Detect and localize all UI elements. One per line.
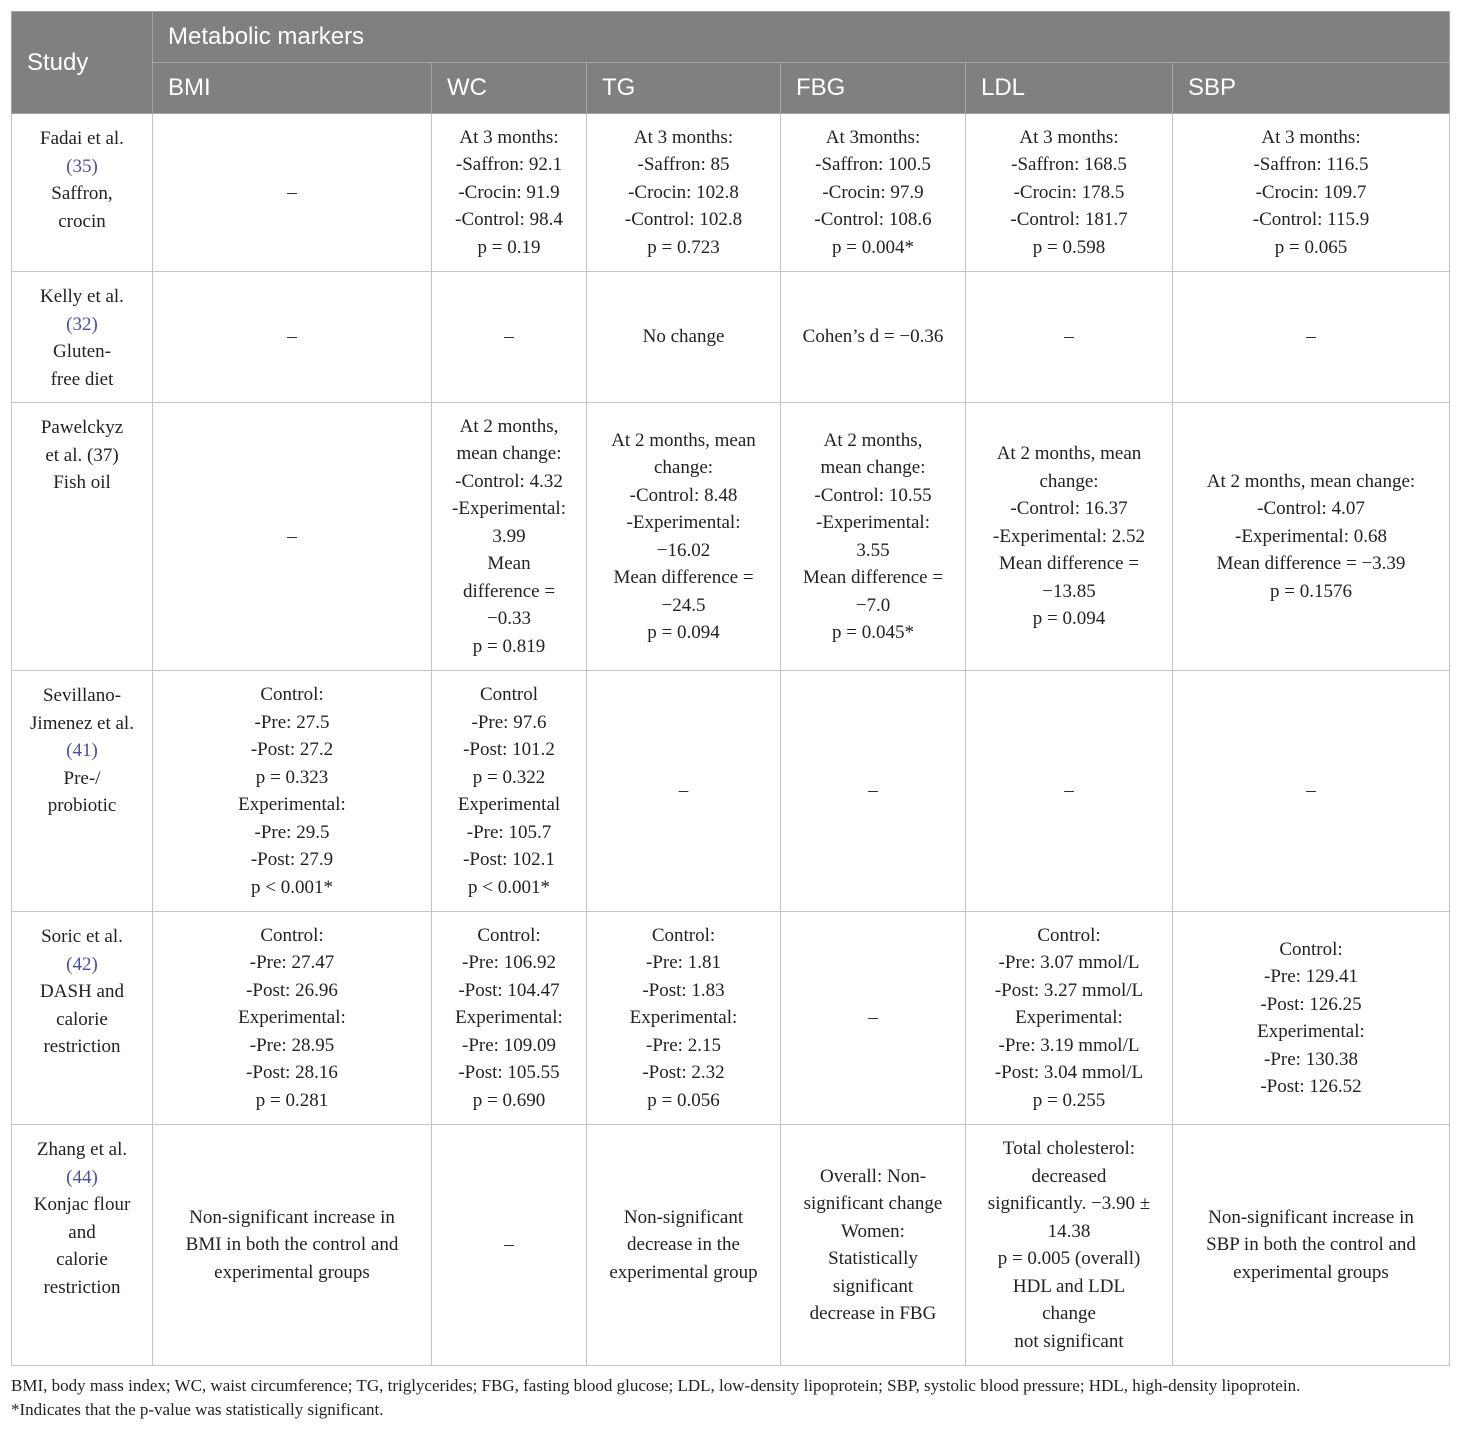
cell-line: -Crocin: 102.8 bbox=[628, 181, 739, 203]
study-line: DASH and bbox=[40, 981, 124, 1002]
study-line: calorie bbox=[56, 1008, 108, 1030]
table-row bbox=[12, 671, 1450, 912]
cell-line: – bbox=[868, 1007, 878, 1029]
bmi-cell bbox=[153, 1125, 432, 1366]
study-line: crocin bbox=[58, 210, 106, 232]
cell-line: – bbox=[1064, 326, 1074, 348]
cell-line: Statistically bbox=[828, 1248, 918, 1269]
header-row-group bbox=[12, 12, 1450, 63]
cell-line: p = 0.322 bbox=[472, 766, 546, 788]
ldl-cell bbox=[966, 912, 1173, 1125]
tg-cell bbox=[587, 1125, 781, 1366]
sbp-cell bbox=[1173, 114, 1450, 272]
cell-line: significantly. −3.90 ± bbox=[987, 1193, 1151, 1214]
cell-line: Overall: Non- bbox=[819, 1165, 927, 1187]
tg-cell bbox=[587, 403, 781, 671]
cell-line: -Experimental: bbox=[626, 512, 741, 533]
sbp-cell bbox=[1173, 1125, 1450, 1366]
study-line: Gluten- bbox=[52, 341, 112, 362]
cell-line: -Experimental: bbox=[816, 512, 930, 533]
cell-line: Mean difference = bbox=[613, 567, 754, 588]
study-line: Fish oil bbox=[53, 472, 111, 493]
cell-line: -Control: 181.7 bbox=[1010, 209, 1128, 231]
cell-line: -Pre: 97.6 bbox=[471, 711, 547, 733]
study-line: Kelly et al. bbox=[40, 286, 124, 307]
fbg-cell bbox=[781, 114, 966, 272]
cell-line: significant change bbox=[803, 1193, 943, 1214]
wc-cell bbox=[432, 272, 587, 403]
study-line: Jimenez et al. bbox=[30, 712, 134, 734]
bmi-cell bbox=[153, 272, 432, 403]
cell-line: -Pre: 105.7 bbox=[466, 821, 552, 843]
cell-line: -Saffron: 92.1 bbox=[455, 154, 563, 176]
cell-line: Non-significant increase in bbox=[189, 1206, 395, 1228]
bmi-cell bbox=[153, 671, 432, 912]
cell-line: Mean bbox=[487, 553, 531, 575]
bmi-cell bbox=[153, 403, 432, 671]
cell-line: -Post: 101.2 bbox=[463, 739, 555, 760]
cell-line: Cohen’s d = −0.36 bbox=[802, 326, 944, 348]
cell-line: Control: bbox=[260, 924, 324, 946]
study-cell bbox=[12, 671, 153, 912]
cell-line: p = 0.255 bbox=[1032, 1089, 1106, 1111]
cell-line: -Post: 126.52 bbox=[1260, 1076, 1362, 1097]
study-line: Fadai et al. bbox=[40, 128, 124, 149]
study-line: (32) bbox=[66, 313, 98, 335]
cell-line: – bbox=[287, 181, 297, 203]
cell-line: -Post: 1.83 bbox=[642, 979, 725, 1001]
cell-line: p = 0.723 bbox=[647, 236, 720, 258]
cell-line: difference = bbox=[462, 580, 556, 602]
study-line: (35) bbox=[66, 155, 98, 177]
header-study: Study bbox=[12, 12, 153, 114]
wc-cell bbox=[432, 671, 587, 912]
cell-line: -Control: 115.9 bbox=[1252, 209, 1370, 231]
cell-line: p = 0.004* bbox=[832, 236, 914, 258]
cell-line: -Pre: 109.09 bbox=[462, 1034, 556, 1056]
ldl-cell bbox=[966, 272, 1173, 403]
header-wc: WC bbox=[432, 63, 587, 114]
study-cell bbox=[12, 272, 153, 403]
cell-line: -Pre: 28.95 bbox=[249, 1034, 335, 1056]
table-row bbox=[12, 403, 1450, 671]
study-line: and bbox=[68, 1221, 96, 1243]
cell-line: Experimental: bbox=[238, 794, 346, 815]
study-line: Soric et al. bbox=[41, 926, 123, 947]
cell-line: p = 0.045* bbox=[832, 622, 914, 643]
cell-line: -Post: 27.9 bbox=[250, 849, 334, 870]
cell-line: – bbox=[1306, 326, 1316, 348]
cell-line: p = 0.056 bbox=[647, 1089, 720, 1111]
study-line: (44) bbox=[66, 1166, 98, 1188]
cell-line: p = 0.819 bbox=[472, 635, 546, 657]
cell-line: -Experimental: 2.52 bbox=[993, 525, 1145, 547]
cell-line: At 3 months: bbox=[1019, 126, 1119, 148]
cell-line: Control: bbox=[651, 924, 716, 946]
cell-line: -Pre: 29.5 bbox=[254, 821, 330, 843]
study-line: probiotic bbox=[47, 795, 117, 816]
cell-line: Experimental: bbox=[455, 1007, 563, 1029]
cell-line: – bbox=[287, 326, 297, 348]
cell-line: p = 0.065 bbox=[1274, 236, 1348, 258]
cell-line: p = 0.1576 bbox=[1270, 580, 1352, 602]
cell-line: Control: bbox=[1279, 938, 1343, 960]
cell-line: −24.5 bbox=[661, 594, 706, 616]
study-line: Pre-/ bbox=[63, 767, 101, 789]
cell-line: -Pre: 2.15 bbox=[646, 1034, 721, 1056]
cell-line: decrease in the bbox=[627, 1234, 740, 1256]
cell-line: 3.99 bbox=[492, 525, 526, 547]
cell-line: -Post: 105.55 bbox=[458, 1062, 560, 1084]
cell-line: At 2 months, mean bbox=[611, 429, 756, 451]
cell-line: Control: bbox=[260, 684, 324, 705]
cell-line: Experimental bbox=[457, 794, 561, 815]
sbp-cell bbox=[1173, 403, 1450, 671]
bmi-cell bbox=[153, 912, 432, 1125]
cell-line: -Experimental: bbox=[452, 498, 566, 520]
cell-line: -Post: 104.47 bbox=[458, 979, 560, 1001]
study-cell bbox=[12, 403, 153, 671]
cell-line: Non-significant bbox=[623, 1206, 744, 1228]
cell-line: 3.55 bbox=[856, 539, 890, 561]
cell-line: BMI in both the control and bbox=[185, 1234, 399, 1256]
header-fbg: FBG bbox=[781, 63, 966, 114]
cell-line: -Control: 98.4 bbox=[455, 209, 563, 231]
cell-line: -Pre: 130.38 bbox=[1264, 1048, 1358, 1070]
cell-line: -Saffron: 85 bbox=[637, 154, 730, 176]
cell-line: At 2 months, mean change: bbox=[1206, 470, 1416, 492]
cell-line: change: bbox=[653, 457, 714, 478]
cell-line: p = 0.005 (overall) bbox=[997, 1248, 1141, 1269]
cell-line: -Saffron: 168.5 bbox=[1011, 154, 1127, 176]
cell-line: SBP in both the control and bbox=[1206, 1234, 1416, 1256]
cell-line: -Control: 102.8 bbox=[624, 209, 743, 231]
cell-line: HDL and LDL bbox=[1012, 1275, 1126, 1297]
cell-line: -Saffron: 100.5 bbox=[815, 154, 931, 176]
footnote-abbreviations: BMI, body mass index; WC, waist circumference; TG, triglycerides; FBG, fasting blood glucose; LDL, low-density lipoprotein; SBP, systolic blood pressure; HDL, high-density lipoprotein. bbox=[11, 1376, 1301, 1395]
cell-line: Experimental: bbox=[238, 1007, 346, 1029]
cell-line: decrease in FBG bbox=[809, 1303, 937, 1324]
study-line: et al. (37) bbox=[45, 444, 119, 466]
bmi-cell bbox=[153, 114, 432, 272]
cell-line: Experimental: bbox=[1257, 1021, 1365, 1042]
header-sbp: SBP bbox=[1173, 63, 1450, 114]
cell-line: experimental group bbox=[609, 1261, 758, 1283]
cell-line: Non-significant increase in bbox=[1208, 1206, 1414, 1228]
cell-line: −13.85 bbox=[1042, 580, 1096, 602]
header-row-columns bbox=[12, 63, 1450, 114]
cell-line: -Pre: 1.81 bbox=[646, 952, 721, 974]
ldl-cell bbox=[966, 403, 1173, 671]
cell-line: -Saffron: 116.5 bbox=[1253, 154, 1369, 176]
study-line: Zhang et al. bbox=[36, 1139, 128, 1160]
cell-line: -Post: 2.32 bbox=[642, 1062, 725, 1084]
cell-line: – bbox=[678, 780, 689, 802]
cell-line: Control: bbox=[1037, 924, 1101, 946]
study-line: Sevillano- bbox=[42, 685, 122, 706]
cell-line: – bbox=[868, 780, 878, 802]
cell-line: – bbox=[1306, 780, 1316, 802]
cell-line: – bbox=[1064, 780, 1074, 802]
cell-line: p < 0.001* bbox=[251, 876, 333, 898]
cell-line: -Crocin: 178.5 bbox=[1013, 181, 1125, 203]
cell-line: At 2 months, mean bbox=[996, 443, 1142, 465]
cell-line: Women: bbox=[841, 1220, 905, 1242]
table-body bbox=[12, 114, 1450, 1366]
cell-line: At 3months: bbox=[825, 126, 921, 148]
cell-line: Mean difference = bbox=[802, 567, 944, 588]
cell-line: -Control: 8.48 bbox=[629, 484, 738, 506]
study-line: (41) bbox=[66, 740, 98, 761]
cell-line: p = 0.19 bbox=[477, 236, 541, 258]
study-cell bbox=[12, 912, 153, 1125]
cell-line: −0.33 bbox=[487, 608, 531, 630]
cell-line: -Pre: 27.47 bbox=[249, 952, 335, 974]
study-line: (42) bbox=[66, 953, 98, 975]
cell-line: – bbox=[504, 1234, 514, 1256]
study-line: Konjac flour bbox=[33, 1194, 131, 1215]
header-metabolic-markers: Metabolic markers bbox=[153, 12, 1450, 63]
cell-line: −16.02 bbox=[656, 539, 711, 561]
cell-line: Control bbox=[479, 684, 539, 705]
wc-cell bbox=[432, 403, 587, 671]
cell-line: -Pre: 129.41 bbox=[1264, 966, 1358, 987]
cell-line: p = 0.094 bbox=[647, 622, 720, 643]
ldl-cell bbox=[966, 1125, 1173, 1366]
wc-cell bbox=[432, 114, 587, 272]
cell-line: -Control: 10.55 bbox=[814, 484, 932, 506]
data-table-wrapper bbox=[11, 11, 1449, 1366]
cell-line: 14.38 bbox=[1047, 1220, 1091, 1242]
study-line: Saffron, bbox=[51, 183, 113, 204]
cell-line: mean change: bbox=[456, 443, 562, 465]
cell-line: -Post: 126.25 bbox=[1260, 993, 1362, 1015]
cell-line: -Control: 16.37 bbox=[1010, 498, 1128, 520]
study-line: restriction bbox=[43, 1036, 121, 1057]
cell-line: At 3 months: bbox=[633, 126, 734, 148]
tg-cell bbox=[587, 272, 781, 403]
fbg-cell bbox=[781, 403, 966, 671]
tg-cell bbox=[587, 114, 781, 272]
header-ldl: LDL bbox=[966, 63, 1173, 114]
cell-line: experimental groups bbox=[1233, 1261, 1389, 1283]
cell-line: -Pre: 106.92 bbox=[462, 952, 556, 974]
cell-line: No change bbox=[642, 326, 725, 348]
fbg-cell bbox=[781, 272, 966, 403]
header-tg: TG bbox=[587, 63, 781, 114]
cell-line: – bbox=[504, 326, 514, 348]
sbp-cell bbox=[1173, 912, 1450, 1125]
fbg-cell bbox=[781, 912, 966, 1125]
cell-line: At 2 months, bbox=[823, 429, 923, 451]
cell-line: experimental groups bbox=[214, 1261, 370, 1283]
wc-cell bbox=[432, 912, 587, 1125]
cell-line: At 2 months, bbox=[459, 415, 559, 437]
footnote bbox=[11, 1374, 1300, 1422]
cell-line: significant bbox=[832, 1275, 914, 1297]
cell-line: Mean difference = bbox=[998, 553, 1140, 575]
wc-cell bbox=[432, 1125, 587, 1366]
cell-line: p = 0.281 bbox=[255, 1089, 329, 1111]
study-cell bbox=[12, 1125, 153, 1366]
sbp-cell bbox=[1173, 671, 1450, 912]
footnote-significance: *Indicates that the p-value was statistically significant. bbox=[11, 1400, 384, 1419]
cell-line: change bbox=[1042, 1303, 1096, 1324]
cell-line: Experimental: bbox=[629, 1007, 738, 1029]
cell-line: At 3 months: bbox=[1261, 126, 1361, 148]
cell-line: -Post: 26.96 bbox=[246, 979, 338, 1001]
cell-line: At 3 months: bbox=[459, 126, 559, 148]
study-line: Pawelckyz bbox=[40, 417, 124, 438]
cell-line: p = 0.598 bbox=[1032, 236, 1106, 258]
cell-line: -Post: 102.1 bbox=[463, 849, 555, 870]
cell-line: Experimental: bbox=[1015, 1007, 1123, 1029]
cell-line: decreased bbox=[1031, 1165, 1107, 1187]
tg-cell bbox=[587, 671, 781, 912]
metabolic-markers-table bbox=[11, 11, 1450, 1366]
cell-line: p = 0.094 bbox=[1032, 608, 1106, 630]
cell-line: -Post: 28.16 bbox=[246, 1062, 338, 1084]
cell-line: Mean difference = −3.39 bbox=[1216, 553, 1406, 575]
cell-line: -Experimental: 0.68 bbox=[1235, 525, 1387, 547]
study-line: restriction bbox=[43, 1276, 121, 1298]
cell-line: -Post: 3.04 mmol/L bbox=[994, 1062, 1144, 1084]
cell-line: -Pre: 3.19 mmol/L bbox=[998, 1034, 1140, 1056]
fbg-cell bbox=[781, 671, 966, 912]
cell-line: -Control: 4.32 bbox=[455, 470, 563, 492]
cell-line: -Post: 27.2 bbox=[250, 739, 334, 760]
cell-line: -Post: 3.27 mmol/L bbox=[994, 979, 1144, 1001]
cell-line: p = 0.690 bbox=[472, 1089, 546, 1111]
cell-line: -Control: 4.07 bbox=[1257, 498, 1365, 520]
cell-line: Total cholesterol: bbox=[1002, 1138, 1136, 1159]
table-row bbox=[12, 114, 1450, 272]
cell-line: change: bbox=[1039, 470, 1099, 492]
cell-line: – bbox=[287, 525, 297, 547]
ldl-cell bbox=[966, 114, 1173, 272]
study-cell bbox=[12, 114, 153, 272]
cell-line: -Crocin: 109.7 bbox=[1255, 181, 1367, 203]
fbg-cell bbox=[781, 1125, 966, 1366]
study-line: calorie bbox=[56, 1249, 108, 1270]
table-row bbox=[12, 1125, 1450, 1366]
cell-line: Control: bbox=[477, 924, 541, 946]
header-bmi: BMI bbox=[153, 63, 432, 114]
cell-line: -Pre: 3.07 mmol/L bbox=[998, 952, 1140, 974]
cell-line: mean change: bbox=[820, 457, 926, 478]
cell-line: -Crocin: 91.9 bbox=[458, 181, 560, 203]
cell-line: -Control: 108.6 bbox=[814, 209, 932, 231]
cell-line: p < 0.001* bbox=[468, 876, 550, 898]
sbp-cell bbox=[1173, 272, 1450, 403]
cell-line: -Crocin: 97.9 bbox=[822, 181, 924, 203]
cell-line: -Pre: 27.5 bbox=[254, 711, 330, 733]
cell-line: −7.0 bbox=[855, 594, 891, 616]
tg-cell bbox=[587, 912, 781, 1125]
table-row bbox=[12, 912, 1450, 1125]
table-row bbox=[12, 272, 1450, 403]
cell-line: p = 0.323 bbox=[255, 766, 329, 788]
cell-line: not significant bbox=[1014, 1330, 1124, 1352]
ldl-cell bbox=[966, 671, 1173, 912]
study-line: free diet bbox=[50, 368, 114, 390]
